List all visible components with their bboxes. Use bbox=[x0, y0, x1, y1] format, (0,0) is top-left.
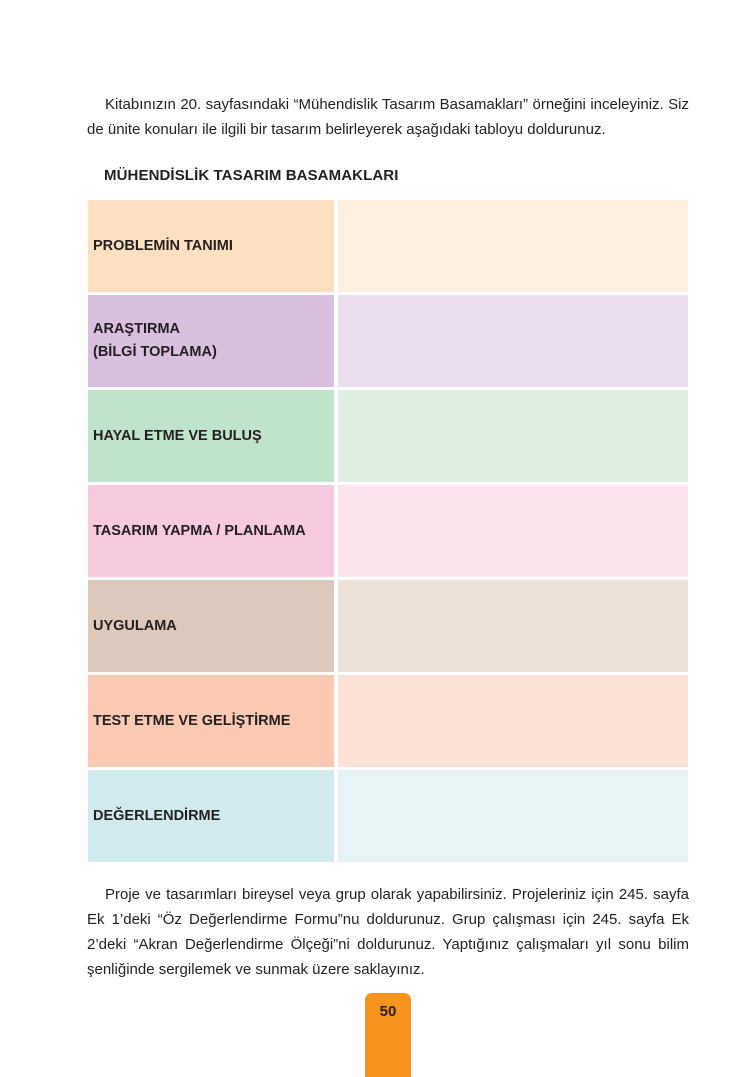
step-answer-imagine-invent[interactable] bbox=[338, 390, 688, 482]
step-answer-problem-definition[interactable] bbox=[338, 200, 688, 292]
step-answer-evaluation[interactable] bbox=[338, 770, 688, 862]
step-label-design-plan: TASARIM YAPMA / PLANLAMA bbox=[88, 485, 334, 577]
step-answer-test-improve[interactable] bbox=[338, 675, 688, 767]
step-label-problem-definition: PROBLEMİN TANIMI bbox=[88, 200, 334, 292]
step-label-implementation: UYGULAMA bbox=[88, 580, 334, 672]
intro-paragraph: Kitabınızın 20. sayfasındaki “Mühendislik Tasarım Basamakları” örneğini inceleyiniz. Siz de ünite konuları ile ilgili bir tasarım belirleyerek aşağıdaki tabloyu doldurunuz. bbox=[87, 96, 689, 138]
step-answer-implementation[interactable] bbox=[338, 580, 688, 672]
design-steps-table bbox=[88, 200, 688, 865]
step-row-test-improve bbox=[88, 675, 688, 767]
step-row-design-plan bbox=[88, 485, 688, 577]
step-label-imagine-invent: HAYAL ETME VE BULUŞ bbox=[88, 390, 334, 482]
step-row-research bbox=[88, 295, 688, 387]
step-row-evaluation bbox=[88, 770, 688, 862]
step-row-implementation bbox=[88, 580, 688, 672]
step-label-test-improve: TEST ETME VE GELİŞTİRME bbox=[88, 675, 334, 767]
step-answer-research[interactable] bbox=[338, 295, 688, 387]
step-row-problem-definition bbox=[88, 200, 688, 292]
closing-paragraph: Proje ve tasarımları bireysel veya grup olarak yapabilirsiniz. Projeleriniz için 245. sayfa Ek 1’deki “Öz Değerlendirme Formu”nu doldurunuz. Grup çalışması için 245. sayfa Ek 2’deki “Akran Değerlendirme Ölçeği”ni doldurunuz. Yaptığınız çalışmaları yıl sonu bilim şenliğinde sergilemek ve sunmak üzere saklayınız. bbox=[87, 886, 689, 978]
page-number-tab bbox=[365, 993, 411, 1077]
step-label-research: ARAŞTIRMA (BİLGİ TOPLAMA) bbox=[88, 295, 334, 387]
step-row-imagine-invent bbox=[88, 390, 688, 482]
section-title: MÜHENDİSLİK TASARIM BASAMAKLARI bbox=[104, 167, 399, 184]
step-label-evaluation: DEĞERLENDİRME bbox=[88, 770, 334, 862]
page-number: 50 bbox=[379, 1003, 397, 1020]
step-answer-design-plan[interactable] bbox=[338, 485, 688, 577]
